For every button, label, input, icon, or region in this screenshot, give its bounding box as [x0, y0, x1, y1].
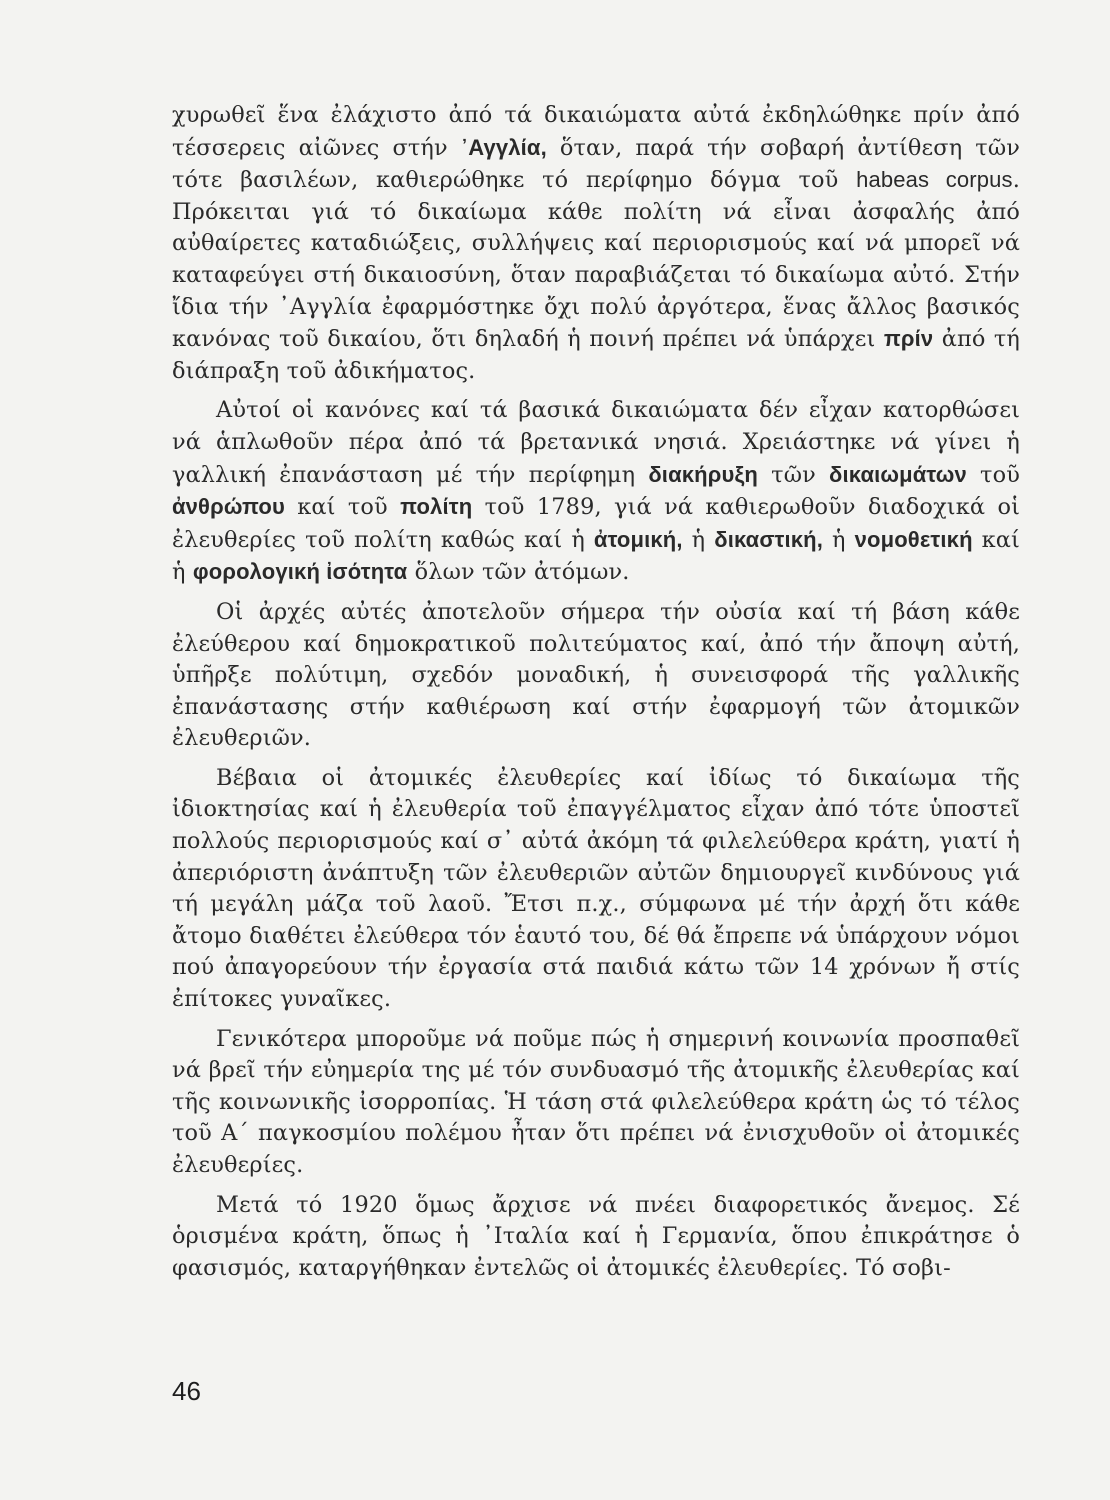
text-run: καί ἡ [172, 526, 1020, 586]
bold-term: δικαστική, [714, 526, 824, 552]
bold-term: πολίτη [400, 494, 473, 520]
bold-term: φορολογική ἰσότητα [192, 559, 408, 585]
text-run: ἡ [682, 526, 715, 553]
text-run: Βέβαια οἱ ἀτομικές ἐλευθερίες καί ἰδίως τό δικαίωμα τῆς ἰδιοκτησίας καί ἡ ἐλευθερία τοῦ ἐπαγγέλματος εἶχαν ἀπό τότε ὑποστεῖ πολλούς περιορισμούς καί σ᾿ αὐτά ἀκόμη τά φιλελεύθερα κράτη, γιατί ἡ ἀπεριόριστη ἀνάπτυξη τῶν ἐλευθεριῶν αὐτῶν δημιουργεῖ κινδύνους γιά τή μεγάλη μάζα τοῦ λαοῦ. Ἔτσι π.χ., σύμφωνα μέ τήν ἀρχή ὅτι κάθε ἄτομο διαθέτει ἐλεύθερα τόν ἑαυτό του, δέ θά ἔπρεπε νά ὑπάρχουν νόμοι πού ἀπαγορεύουν τήν ἐργασία στά παιδιά κάτω τῶν 14 χρόνων ἤ στίς ἐπίτοκες γυναῖκες. [172, 764, 1020, 1013]
text-run: Οἱ ἀρχές αὐτές ἀποτελοῦν σήμερα τήν οὐσία καί τή βάση κάθε ἐλεύθερου καί δημοκρατικοῦ πολιτεύματος καί, ἀπό τήν ἄποψη αὐτή, ὑπῆρξε πολύτιμη, σχεδόν μοναδική, ἡ συνεισφορά τῆς γαλλικῆς ἐπανάστασης στήν καθιέρωση καί στήν ἐφαρμογή τῶν ἀτομικῶν ἐλευθεριῶν. [172, 598, 1020, 752]
text-run: τοῦ 1789, γιά νά καθιερωθοῦν διαδοχικά οἱ ἐλευθερίες τοῦ πολίτη καθώς καί ἡ [172, 494, 1020, 553]
text-run: Αὐτοί οἱ κανόνες καί τά βασικά δικαιώματα δέν εἶχαν κατορθώσει νά ἁπλωθοῦν πέρα ἀπό τά βρετανικά νησιά. Χρειάστηκε νά γίνει ἡ γαλλική ἐπανάσταση μέ τήν περίφημη [172, 397, 1020, 488]
text-run: Γενικότερα μποροῦμε νά ποῦμε πώς ἡ σημερινή κοινωνία προσπαθεῖ νά βρεῖ τήν εὐημερία της μέ τόν συνδυασμό τῆς ἀτομικῆς ἐλευθερίας καί τῆς κοινωνικῆς ἰσορροπίας. Ἡ τάση στά φιλελεύθερα κράτη ὡς τό τέλος τοῦ Α΄ παγκοσμίου πολέμου ἦταν ὅτι πρέπει νά ἐνισχυθοῦν οἱ ἀτομικές ἐλευθερίες. [172, 1025, 1020, 1178]
paragraph [172, 100, 1020, 387]
text-run: τῶν [758, 461, 830, 488]
bold-term: ἀτομική, [593, 526, 683, 552]
paragraph [172, 395, 1020, 589]
text-run: ἀπό τή διάπραξη τοῦ ἀδικήματος. [172, 326, 1020, 384]
text-run: habeas corpus [856, 167, 1013, 193]
text-run: Μετά τό 1920 ὅμως ἄρχισε νά πνέει διαφορετικός ἄνεμος. Σέ ὁρισμένα κράτη, ὅπως ἡ ᾿Ιταλία καί ἡ Γερμανία, ὅπου ἐπικράτησε ὁ φασισμός, καταργήθηκαν ἐντελῶς οἱ ἀτομικές ἐλευθερίες. Τό σοβι- [172, 1191, 1020, 1281]
text-run: ὅλων τῶν ἀτόμων. [407, 559, 630, 586]
bold-term: διακήρυξη [648, 461, 758, 487]
paragraph [172, 1190, 1020, 1285]
page-number: 46 [172, 1376, 201, 1406]
text-run: ἡ [823, 526, 855, 553]
text-run: ὅταν, παρά τήν σοβαρή ἀντίθεση τῶν τότε βασιλέων, καθιερώθηκε τό περίφημο δόγμα τοῦ [172, 134, 1020, 194]
bold-term: ἀνθρώπου [172, 494, 285, 520]
bold-term: νομοθετική [854, 526, 973, 552]
bold-term: δικαιωμάτων [829, 461, 967, 487]
bold-term: πρίν [883, 326, 934, 352]
text-run: . Πρόκειται γιά τό δικαίωμα κάθε πολίτη νά εἶναι ἀσφαλής ἀπό αὐθαίρετες καταδιώξεις, συλλήψεις καί περιορισμούς καί νά μπορεῖ νά καταφεύγει στή δικαιοσύνη, ὅταν παραβιάζεται τό δικαίωμα αὐτό. Στήν ἴδια τήν ᾿Αγγλία ἐφαρμόστηκε ὄχι πολύ ἀργότερα, ἕνας ἄλλος βασικός κανόνας τοῦ δικαίου, ὅτι δηλαδή ἡ ποινή πρέπει νά ὑπάρχει [172, 167, 1020, 353]
text-run: καί τοῦ [284, 494, 401, 521]
paragraph [172, 597, 1020, 755]
page-text [172, 100, 1020, 1292]
paragraph [172, 763, 1020, 1016]
text-run: τοῦ [966, 461, 1020, 488]
bold-term: ᾿Αγγλία, [460, 134, 547, 160]
text-run: χυρωθεῖ ἕνα ἐλάχιστο ἀπό τά δικαιώματα αὐτά ἐκδηλώθηκε πρίν ἀπό τέσσερεις αἰῶνες στήν [172, 102, 1020, 161]
paragraph [172, 1024, 1020, 1182]
